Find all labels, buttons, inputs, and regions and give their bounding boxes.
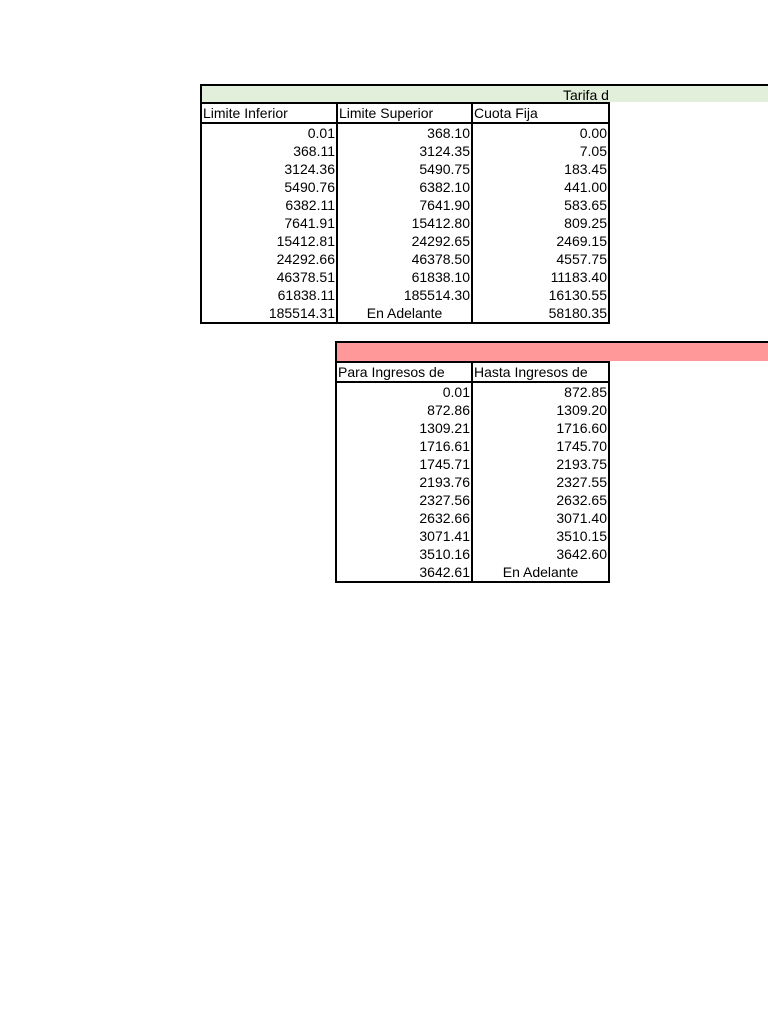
- column-header: Hasta Ingresos de: [472, 362, 609, 382]
- table-cell: 3510.15: [472, 527, 609, 545]
- header-row: [201, 103, 609, 123]
- table-cell: 11183.40: [472, 268, 609, 286]
- table-cell: 872.86: [336, 401, 472, 419]
- table-cell: 2469.15: [472, 232, 609, 250]
- table-cell: 809.25: [472, 214, 609, 232]
- subsidy-table: [335, 361, 610, 583]
- table-row: [336, 545, 609, 563]
- table-cell: 185514.31: [201, 304, 337, 323]
- table-cell: En Adelante: [337, 304, 472, 323]
- table-cell: 16130.55: [472, 286, 609, 304]
- table-row: [336, 419, 609, 437]
- table-cell: 1309.20: [472, 401, 609, 419]
- table-cell: 183.45: [472, 160, 609, 178]
- table-row: [336, 527, 609, 545]
- column-header: Limite Superior: [337, 103, 472, 123]
- table-row: [336, 509, 609, 527]
- table-cell: 61838.10: [337, 268, 472, 286]
- table-cell: 3642.61: [336, 563, 472, 582]
- column-header: Limite Inferior: [201, 103, 337, 123]
- header-row: [336, 362, 609, 382]
- table-cell: 185514.30: [337, 286, 472, 304]
- table-cell: 1309.21: [336, 419, 472, 437]
- table-cell: 24292.66: [201, 250, 337, 268]
- table-cell: 0.01: [201, 123, 337, 142]
- table-cell: 3510.16: [336, 545, 472, 563]
- table-row: [201, 286, 609, 304]
- table-cell: 7.05: [472, 142, 609, 160]
- isr-tariff-title: Tarifa d: [563, 87, 609, 102]
- table-row: [201, 268, 609, 286]
- table-row: [336, 437, 609, 455]
- table-row: [201, 178, 609, 196]
- table-cell: 2193.75: [472, 455, 609, 473]
- table-row: [201, 232, 609, 250]
- table-cell: 583.65: [472, 196, 609, 214]
- table-cell: 58180.35: [472, 304, 609, 323]
- table-cell: 2632.66: [336, 509, 472, 527]
- table-cell: 368.11: [201, 142, 337, 160]
- table-cell: 6382.10: [337, 178, 472, 196]
- table-cell: En Adelante: [472, 563, 609, 582]
- subsidy-title-band: [335, 341, 768, 361]
- table-cell: 46378.51: [201, 268, 337, 286]
- table-cell: 15412.80: [337, 214, 472, 232]
- table-cell: 7641.91: [201, 214, 337, 232]
- table-row: [336, 473, 609, 491]
- table-cell: 2193.76: [336, 473, 472, 491]
- table-cell: 3124.36: [201, 160, 337, 178]
- table-cell: 61838.11: [201, 286, 337, 304]
- table-row: [201, 214, 609, 232]
- table-cell: 0.01: [336, 382, 472, 401]
- isr-tariff-title-band: [200, 84, 768, 102]
- column-header: Cuota Fija: [472, 103, 609, 123]
- table-cell: 3124.35: [337, 142, 472, 160]
- table-row: [201, 250, 609, 268]
- table-cell: 2632.65: [472, 491, 609, 509]
- table-cell: 2327.55: [472, 473, 609, 491]
- table-cell: 0.00: [472, 123, 609, 142]
- table-row: [201, 196, 609, 214]
- table-row: [201, 160, 609, 178]
- table-cell: 3642.60: [472, 545, 609, 563]
- table-cell: 15412.81: [201, 232, 337, 250]
- table-row: [336, 382, 609, 401]
- table-cell: 872.85: [472, 382, 609, 401]
- table-cell: 441.00: [472, 178, 609, 196]
- table-cell: 1716.61: [336, 437, 472, 455]
- table-cell: 2327.56: [336, 491, 472, 509]
- table-row: [201, 304, 609, 323]
- table-cell: 368.10: [337, 123, 472, 142]
- column-header: Para Ingresos de: [336, 362, 472, 382]
- table-cell: 3071.41: [336, 527, 472, 545]
- table-row: [336, 563, 609, 582]
- table-cell: 24292.65: [337, 232, 472, 250]
- table-cell: 6382.11: [201, 196, 337, 214]
- table-row: [201, 142, 609, 160]
- table-cell: 1716.60: [472, 419, 609, 437]
- table-cell: 4557.75: [472, 250, 609, 268]
- table-cell: 7641.90: [337, 196, 472, 214]
- table-cell: 3071.40: [472, 509, 609, 527]
- table-row: [336, 401, 609, 419]
- table-cell: 5490.76: [201, 178, 337, 196]
- table-row: [201, 123, 609, 142]
- table-row: [336, 491, 609, 509]
- table-cell: 5490.75: [337, 160, 472, 178]
- table-cell: 1745.71: [336, 455, 472, 473]
- table-cell: 46378.50: [337, 250, 472, 268]
- isr-tariff-table: [200, 102, 610, 324]
- table-cell: 1745.70: [472, 437, 609, 455]
- table-row: [336, 455, 609, 473]
